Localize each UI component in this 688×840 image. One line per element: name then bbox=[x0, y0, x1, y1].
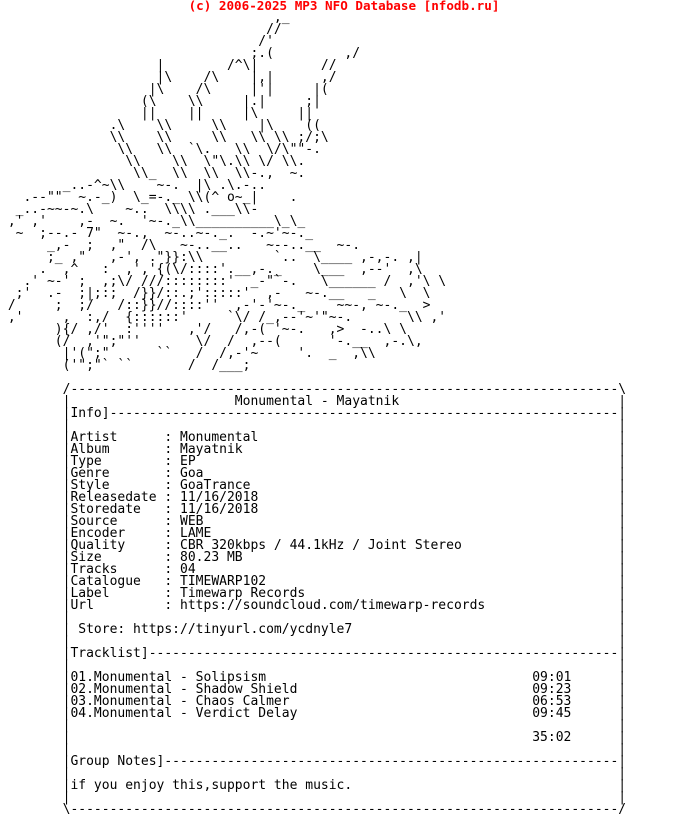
nfo-text-art: ,_ // /' ;.( ,/ | /^\| // |\ /\ |,| ,/ |\ /\ |'| |( (\ \\ |.| ;| || || |\ || .\ \\ \\ |\ (( \\ \\ \\ \\ \\ ;/;\ \\ \\ `\. \\ \/\""-. \\ \\ \"\.\\ \/ \\. \\_ \\ \\ \\-., ~. _..-^~\\ ~-. |\ .\.-.. .--"" ~.-_) \_=-._ \\(^ o~_| . _..-~~-~.\ ~.. \\\\ .___\\- ,' ,' ,- ~. '~-._\\__________\_\_ ~ ;--.- 7" ~-., ~-..~-._. -.~'~-._ _,- ; ," /\ ~-..__.. ~--..__ ~-. ;_ ," ,-', ."}}:\\ `.. \____ ,-,-. ,| . ,^ : ,','{(\/::::'.__,-._ \___ ,--' ,\ .' ~-' ; ,;\/ ///::::::::' _-"`-. \______ / ,'\ \ ;' .- ;|;:; /}}/::.;':::::' ,- ~-.__ _ \ \ / ; ;/ /::}}//::::'' ,-'-'~-._ ~~-, ~-._ > ,' , :,/ {::::::' `\/ /_,--'~'"~-. \\ ,' ){/ ,/' :'''' ,'/ /,-( '~-. ,> -..\ \ (/ ,'";"'' \/ / ,--( '-.__ ,-.\, |'(";" `` / /,-'~ '. _ ,\\ ('";"` `` / /___; /----------------------------------------------------------------------\ | Monumental - Mayatnik | |Info]-----------------------------------------------------------------| | | |Artist : Monumental | |Album : Mayatnik | |Type : EP | |Genre : Goa | |Style : GoaTrance | |Releasedate : 11/16/2018 | |Storedate : 11/16/2018 | |Source : WEB | |Encoder : LAME | |Quality : CBR 320kbps / 44.1kHz / Joint Stereo | |Size : 80.23 MB | |Tracks : 04 | |Catalogue : TIMEWARP102 | |Label : Timewarp Records | |Url : https://soundcloud.com/timewarp-records | | | | Store: https://tinyurl.com/ycdnyle7 | | | |Tracklist]------------------------------------------------------------| | | |01.Monumental - Solipsism 09:01 | |02.Monumental - Shadow Shield 09:23 | |03.Monumental - Chaos Calmer 06:53 | |04.Monumental - Verdict Delay 09:45 | | | | 35:02 | | | |Group Notes]----------------------------------------------------------| | | |if you enjoy this,support the music. | | | \----------------------------------------------------------------------/ bbox=[7, 10, 627, 817]
site-header: (c) 2006-2025 MP3 NFO Database [nfodb.ru] bbox=[188, 0, 500, 13]
